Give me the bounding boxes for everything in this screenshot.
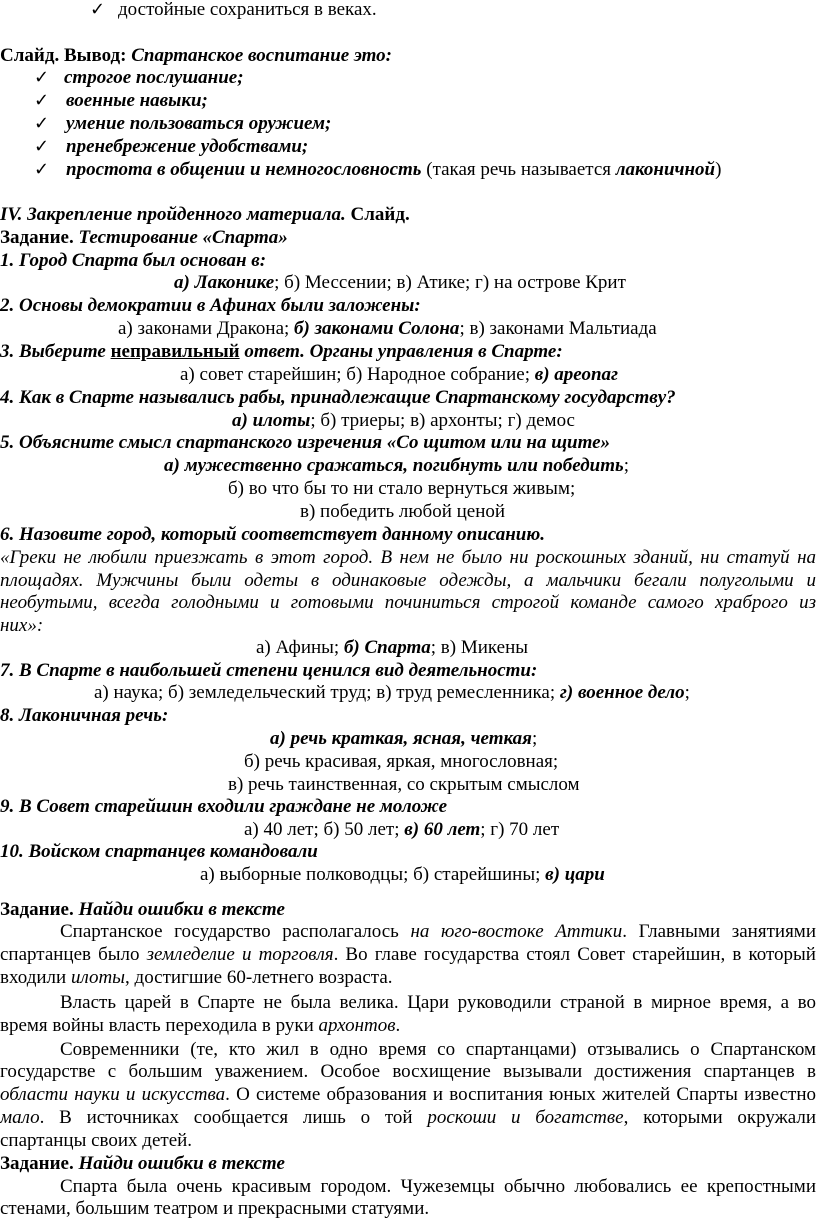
answers-4: а) илоты; б) триеры; в) архонты; г) демос <box>232 410 575 431</box>
paragraph-line: Власть царей в Спарте не была велика. Цари руководили страной в мирное время, а во <box>60 992 816 1013</box>
question-10: 10. Войском спартанцев командовали <box>0 841 318 862</box>
check-mark-icon: ✓ <box>34 113 50 134</box>
question-5: 5. Объясните смысл спартанского изречения «Со щитом или на щите» <box>0 432 611 453</box>
answer-8b: б) речь красивая, яркая, многословная; <box>244 751 559 772</box>
checklist-item: ✓ достойные сохраниться в веках. <box>90 0 377 20</box>
quote-line: «Греки не любили приезжать в этот город. В нем не было ни роскошных зданий, ни статуй на <box>0 547 816 568</box>
checklist-item: ✓ умение пользоваться оружием; <box>34 113 332 134</box>
check-mark-icon: ✓ <box>34 159 50 180</box>
answers-8: а) речь краткая, ясная, четкая; <box>270 728 538 749</box>
checklist-item: ✓ военные навыки; <box>34 90 208 111</box>
checklist-item: ✓ строгое послушание; <box>34 67 244 88</box>
paragraph-line: спартанцы своих детей. <box>0 1130 193 1151</box>
quote-line: площадях. Мужчины были одеты в одинаковые одежды, а мальчики бегали полуголыми и <box>0 570 816 591</box>
check-mark-icon: ✓ <box>34 67 50 88</box>
answers-6: а) Афины; б) Спарта; в) Микены <box>256 637 529 658</box>
paragraph-line: государстве с большим уважением. Особое восхищение вызывали достижения спартанцев в <box>0 1061 816 1082</box>
answers-2: а) законами Дракона; б) законами Солона; в) законами Мальтиада <box>118 318 657 339</box>
answers-7: а) наука; б) земледельческий труд; в) труд ремесленника; г) военное дело; <box>94 682 690 703</box>
question-3: 3. Выберите неправильный ответ. Органы управления в Спарте: <box>0 341 563 362</box>
question-8: 8. Лаконичная речь: <box>0 705 169 726</box>
question-9: 9. В Совет старейшин входили граждане не моложе <box>0 796 448 817</box>
question-7: 7. В Спарте в наибольшей степени ценился вид деятельности: <box>0 660 538 681</box>
answer-5c: в) победить любой ценой <box>300 501 506 522</box>
question-2: 2. Основы демократии в Афинах были заложены: <box>0 295 421 316</box>
paragraph-line: стенами, большим театром и прекрасными статуями. <box>0 1198 430 1219</box>
answers-9: а) 40 лет; б) 50 лет; в) 60 лет; г) 70 лет <box>244 819 560 840</box>
checklist-item: ✓ пренебрежение удобствами; <box>34 136 309 157</box>
quote-line: них»: <box>0 615 44 636</box>
answers-5: а) мужественно сражаться, погибнуть или победить; <box>164 455 629 476</box>
paragraph-line: Спарта была очень красивым городом. Чужеземцы обычно любовались ее крепостными <box>60 1176 816 1197</box>
paragraph-line: мало. В источниках сообщается лишь о той роскоши и богатстве, которыми окружали <box>0 1107 816 1128</box>
task-heading: Задание. Найди ошибки в тексте <box>0 899 285 920</box>
paragraph-line: области науки и искусства. О системе образования и воспитания юных жителей Спарты известно <box>0 1084 816 1105</box>
question-6: 6. Назовите город, который соответствует данному описанию. <box>0 524 545 545</box>
check-mark-icon: ✓ <box>34 136 50 157</box>
question-4: 4. Как в Спарте назывались рабы, принадлежащие Спартанскому государству? <box>0 387 676 408</box>
question-1: 1. Город Спарта был основан в: <box>0 250 267 271</box>
paragraph-line: Спартанское государство располагалось на юго-востоке Аттики. Главными занятиями <box>60 921 816 942</box>
answers-10: а) выборные полководцы; б) старейшины; в) цари <box>200 864 605 885</box>
check-mark-icon: ✓ <box>34 90 50 111</box>
section-heading: IV. Закрепление пройденного материала. Слайд. <box>0 204 410 225</box>
paragraph-line: время войны власть переходила в руки архонтов. <box>0 1015 401 1036</box>
task-heading: Задание. Тестирование «Спарта» <box>0 227 288 248</box>
checklist-item: ✓ простота в общении и немногословность (такая речь называется лаконичной) <box>34 159 722 180</box>
quote-line: необутыми, всегда голодными и готовыми починиться строгой команде самого храброго из <box>0 592 816 613</box>
paragraph-line: Современники (те, кто жил в одно время со спартанцами) отзывались о Спартанском <box>60 1039 816 1060</box>
paragraph-line: входили илоты, достигшие 60-летнего возраста. <box>0 967 393 988</box>
answers-3: а) совет старейшин; б) Народное собрание; в) ареопаг <box>180 364 619 385</box>
task-heading: Задание. Найди ошибки в тексте <box>0 1153 285 1174</box>
conclusion-heading: Слайд. Вывод: Спартанское воспитание это: <box>0 45 392 66</box>
answers-1: а) Лаконике; б) Мессении; в) Атике; г) на острове Крит <box>174 272 626 293</box>
answer-5b: б) во что бы то ни стало вернуться живым; <box>228 478 576 499</box>
check-mark-icon: ✓ <box>90 0 106 20</box>
paragraph-line: спартанцев было земледелие и торговля. Во главе государства стоял Совет старейшин, в который <box>0 944 816 965</box>
answer-8c: в) речь таинственная, со скрытым смыслом <box>228 774 580 795</box>
